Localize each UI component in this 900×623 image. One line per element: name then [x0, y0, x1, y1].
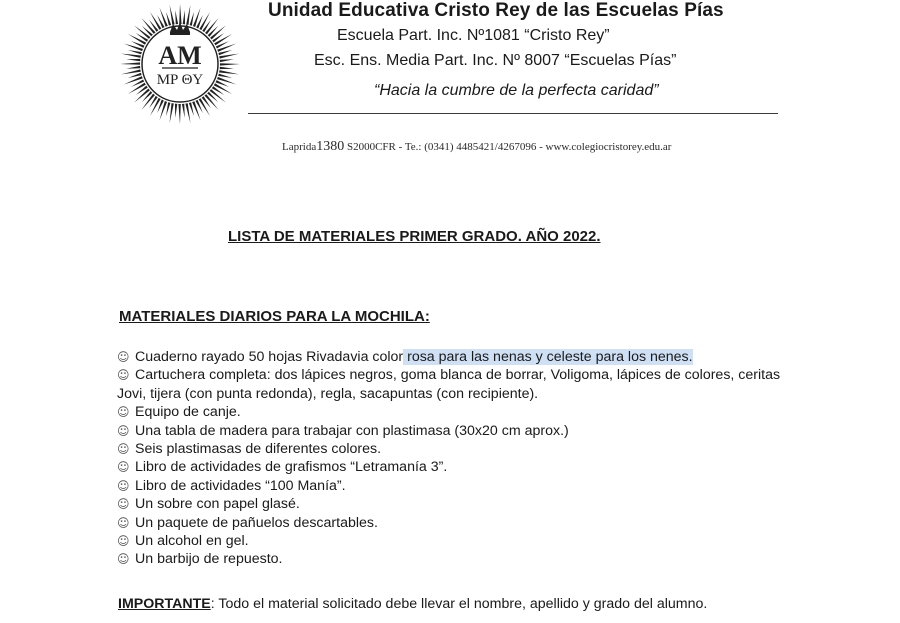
seal-ray: [170, 5, 175, 25]
seal-ray: [185, 103, 190, 123]
contact-street: Laprida: [282, 141, 317, 153]
seal-ray: [149, 20, 158, 32]
seal-ray: [142, 91, 152, 102]
svg-text:MP ΘY: MP ΘY: [156, 72, 204, 88]
school-line-2: Esc. Ens. Media Part. Inc. Nº 8007 “Escuelas Pías”: [314, 52, 677, 69]
seal-ray: [170, 103, 174, 123]
seal-ray: [212, 33, 224, 42]
seal-ray: [207, 92, 218, 102]
school-line-1: Escuela Part. Inc. Nº1081 “Cristo Rey”: [337, 27, 610, 44]
seal-ray: [220, 67, 234, 69]
smiley-icon: ☺: [117, 552, 130, 567]
list-item: [117, 458, 797, 476]
seal-ray: [182, 104, 185, 118]
item-text: Cuaderno rayado 50 hojas Rivadavia color: [135, 349, 404, 365]
important-text: : Todo el material solicitado debe llevar el nombre, apellido y grado del alumno.: [210, 596, 708, 612]
contact-details: S2000CFR - Te.: (0341) 4485421/4267096 - www.colegiocristorey.edu.ar: [344, 141, 672, 153]
smiley-icon: ☺: [117, 460, 130, 475]
seal-ray: [175, 10, 178, 24]
school-name: Unidad Educativa Cristo Rey de las Escuelas Pías: [268, 0, 724, 21]
smiley-icon: ☺: [117, 350, 130, 364]
list-item: [117, 550, 797, 568]
school-motto: “Hacia la cumbre de la perfecta caridad”: [374, 82, 659, 99]
seal-ray: [121, 69, 141, 74]
smiley-icon: ☺: [117, 478, 130, 493]
contact-number: 1380: [316, 139, 345, 154]
list-item: [117, 366, 797, 403]
seal-ray: [214, 83, 232, 94]
seal-ray: [218, 50, 232, 55]
item-text: Una tabla de madera para trabajar con plastimasa (30x20 cm aprox.): [135, 422, 569, 439]
item-text: Un barbijo de repuesto.: [135, 551, 283, 568]
list-item: [117, 477, 797, 495]
seal-ray: [190, 12, 194, 26]
smiley-icon: ☺: [117, 442, 130, 457]
item-text: Equipo de canje.: [135, 404, 241, 421]
header-divider: [248, 113, 778, 114]
list-item: [117, 403, 797, 421]
school-seal-logo: [118, 2, 242, 126]
seal-ray: [219, 70, 239, 74]
seal-ray: [128, 73, 142, 78]
seal-ray: [175, 104, 177, 118]
materials-list: [117, 348, 797, 569]
list-item: [117, 422, 797, 440]
seal-ray: [120, 62, 140, 64]
list-item: [117, 495, 797, 513]
important-label: IMPORTANTE: [118, 596, 211, 612]
seal-ray: [128, 50, 142, 54]
smiley-icon: ☺: [117, 405, 130, 420]
seal-ray: [179, 4, 181, 24]
seal-ray: [183, 10, 185, 24]
seal-ray: [219, 54, 239, 59]
seal-ray: [218, 74, 232, 78]
svg-text:AM: AM: [158, 41, 202, 70]
item-text: Un alcohol en gel.: [135, 533, 249, 550]
highlighted-text: rosa para las nenas y celeste para los nenes.: [403, 349, 693, 365]
seal-ray: [189, 102, 194, 116]
seal-ray: [136, 86, 148, 95]
seal-ray: [186, 5, 190, 25]
list-item: [117, 532, 797, 550]
item-text: Cartuchera completa: dos lápices negros, goma blanca de borrar, Voligoma, lápices de colores, ceritas Jovi, tijera (con punta redonda), regla, sacapuntas (con recipiente).: [117, 367, 781, 402]
item-text: Un sobre con papel glasé.: [135, 496, 300, 513]
seal-ray: [208, 26, 218, 37]
item-text: Seis plastimasas de diferentes colores.: [135, 441, 382, 458]
seal-ray: [220, 63, 240, 65]
document-title: LISTA DE MATERIALES PRIMER GRADO. AÑO 2022.: [228, 228, 601, 245]
seal-ray: [166, 102, 170, 116]
item-text: Libro de actividades “100 Manía”.: [135, 477, 346, 494]
seal-ray: [142, 26, 153, 36]
seal-ray: [121, 54, 141, 58]
contact-line: [282, 139, 671, 155]
list-item: [117, 514, 797, 532]
smiley-icon: ☺: [117, 534, 130, 549]
seal-ray: [166, 12, 171, 26]
seal-ray: [202, 96, 211, 108]
seal-ray: [150, 98, 161, 116]
seal-ray: [178, 104, 180, 124]
seal-ray: [126, 66, 140, 69]
seal-ray: [128, 34, 146, 45]
item-text: Libro de actividades de grafismos “Letramanía 3”.: [135, 459, 448, 476]
seal-ray: [220, 59, 234, 62]
important-note: [118, 596, 818, 612]
seal-ray: [126, 59, 140, 61]
smiley-icon: ☺: [117, 497, 130, 512]
seal-ray: [199, 12, 210, 30]
smiley-icon: ☺: [117, 515, 130, 530]
smiley-icon: ☺: [117, 368, 130, 383]
list-item: [117, 440, 797, 458]
list-item: [117, 348, 797, 366]
item-text: Un paquete de pañuelos descartables.: [135, 514, 378, 531]
section-title: MATERIALES DIARIOS PARA LA MOCHILA:: [119, 308, 430, 325]
smiley-icon: ☺: [117, 423, 130, 438]
